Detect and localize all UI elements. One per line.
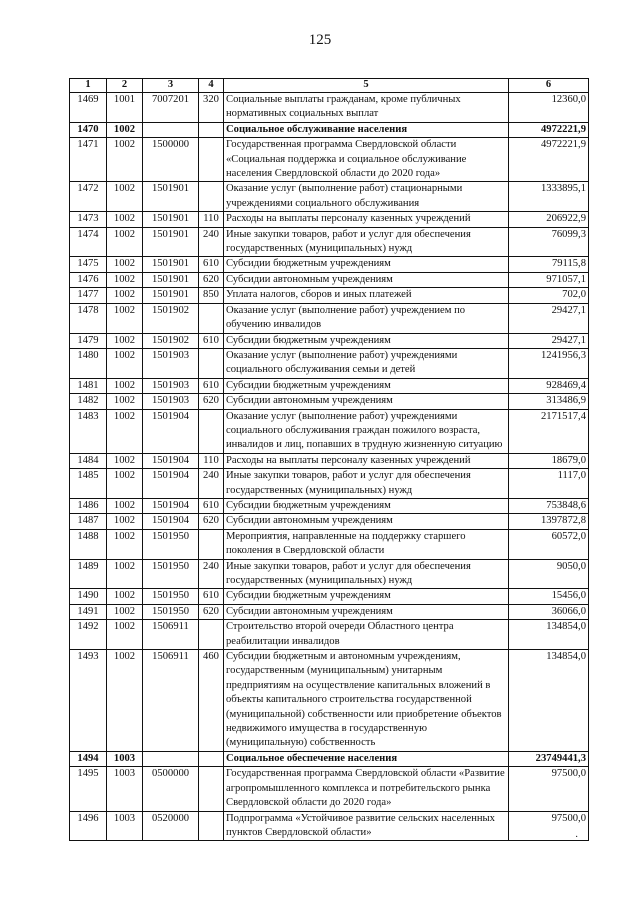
row-name: Оказание услуг (выполнение работ) учреждениями социального обслуживания семьи и детей xyxy=(224,348,509,378)
row-amount: 928469,4 xyxy=(509,378,589,393)
table-row xyxy=(70,333,589,348)
expense-type-code: 110 xyxy=(199,453,224,468)
column-header: 4 xyxy=(199,79,224,93)
row-amount: 60572,0 xyxy=(509,529,589,559)
row-amount: 313486,9 xyxy=(509,394,589,409)
section-code: 1002 xyxy=(107,333,143,348)
row-name: Уплата налогов, сборов и иных платежей xyxy=(224,288,509,303)
table-row xyxy=(70,409,589,453)
row-name: Подпрограмма «Устойчивое развитие сельских населенных пунктов Свердловской области» xyxy=(224,811,509,841)
target-article-code: 1501903 xyxy=(143,348,199,378)
table-body xyxy=(70,93,589,841)
row-amount: 12360,0 xyxy=(509,93,589,123)
expense-type-code: 610 xyxy=(199,378,224,393)
row-name: Субсидии автономным учреждениям xyxy=(224,604,509,619)
target-article-code: 1501904 xyxy=(143,409,199,453)
row-name: Оказание услуг (выполнение работ) учреждением по обучению инвалидов xyxy=(224,303,509,333)
target-article-code: 1506911 xyxy=(143,620,199,650)
expense-type-code: 610 xyxy=(199,333,224,348)
table-row xyxy=(70,811,589,841)
row-name: Государственная программа Свердловской области «Социальная поддержка и социальное обслуживание населения Свердловской области до 2020 года» xyxy=(224,138,509,182)
row-amount: 206922,9 xyxy=(509,212,589,227)
row-name: Субсидии бюджетным учреждениям xyxy=(224,378,509,393)
table-row xyxy=(70,514,589,529)
row-name: Иные закупки товаров, работ и услуг для обеспечения государственных (муниципальных) нужд xyxy=(224,469,509,499)
expense-type-code xyxy=(199,767,224,811)
table-row xyxy=(70,589,589,604)
row-name: Мероприятия, направленные на поддержку старшего поколения в Свердловской области xyxy=(224,529,509,559)
row-amount: 134854,0 xyxy=(509,650,589,752)
section-code: 1002 xyxy=(107,303,143,333)
row-amount: 971057,1 xyxy=(509,272,589,287)
row-amount: 9050,0 xyxy=(509,559,589,589)
row-name: Строительство второй очереди Областного центра реабилитации инвалидов xyxy=(224,620,509,650)
target-article-code: 1501904 xyxy=(143,498,199,513)
target-article-code: 1501950 xyxy=(143,529,199,559)
row-number: 1484 xyxy=(70,453,107,468)
row-number: 1469 xyxy=(70,93,107,123)
row-number: 1483 xyxy=(70,409,107,453)
section-code: 1002 xyxy=(107,182,143,212)
expense-type-code: 320 xyxy=(199,93,224,123)
section-code: 1002 xyxy=(107,212,143,227)
row-name: Субсидии автономным учреждениям xyxy=(224,514,509,529)
row-amount: 1241956,3 xyxy=(509,348,589,378)
row-number: 1495 xyxy=(70,767,107,811)
target-article-code: 0500000 xyxy=(143,767,199,811)
row-number: 1477 xyxy=(70,288,107,303)
budget-table xyxy=(69,78,589,841)
scan-mark: · xyxy=(575,832,579,843)
section-code: 1002 xyxy=(107,620,143,650)
section-code: 1003 xyxy=(107,751,143,766)
section-code: 1002 xyxy=(107,122,143,137)
target-article-code: 1506911 xyxy=(143,650,199,752)
target-article-code: 1501904 xyxy=(143,469,199,499)
row-name: Иные закупки товаров, работ и услуг для обеспечения государственных (муниципальных) нужд xyxy=(224,559,509,589)
section-code: 1002 xyxy=(107,394,143,409)
expense-type-code xyxy=(199,122,224,137)
row-number: 1494 xyxy=(70,751,107,766)
row-number: 1480 xyxy=(70,348,107,378)
row-number: 1485 xyxy=(70,469,107,499)
target-article-code: 1500000 xyxy=(143,138,199,182)
row-name: Субсидии автономным учреждениям xyxy=(224,272,509,287)
row-number: 1488 xyxy=(70,529,107,559)
row-amount: 4972221,9 xyxy=(509,122,589,137)
expense-type-code: 620 xyxy=(199,514,224,529)
expense-type-code xyxy=(199,348,224,378)
target-article-code: 7007201 xyxy=(143,93,199,123)
target-article-code: 1501904 xyxy=(143,453,199,468)
target-article-code: 1501901 xyxy=(143,257,199,272)
row-number: 1479 xyxy=(70,333,107,348)
row-amount: 18679,0 xyxy=(509,453,589,468)
table-row xyxy=(70,212,589,227)
table-row xyxy=(70,122,589,137)
section-code: 1002 xyxy=(107,498,143,513)
row-number: 1496 xyxy=(70,811,107,841)
row-name: Социальное обеспечение населения xyxy=(224,751,509,766)
target-article-code: 0520000 xyxy=(143,811,199,841)
table-row xyxy=(70,469,589,499)
table-row xyxy=(70,378,589,393)
row-name: Субсидии автономным учреждениям xyxy=(224,394,509,409)
column-header: 6 xyxy=(509,79,589,93)
row-amount: 76099,3 xyxy=(509,227,589,257)
row-name: Иные закупки товаров, работ и услуг для обеспечения государственных (муниципальных) нужд xyxy=(224,227,509,257)
expense-type-code: 240 xyxy=(199,559,224,589)
row-name: Расходы на выплаты персоналу казенных учреждений xyxy=(224,453,509,468)
expense-type-code xyxy=(199,529,224,559)
row-amount: 97500,0 xyxy=(509,811,589,841)
section-code: 1002 xyxy=(107,138,143,182)
column-header: 1 xyxy=(70,79,107,93)
expense-type-code xyxy=(199,811,224,841)
row-amount: 23749441,3 xyxy=(509,751,589,766)
section-code: 1002 xyxy=(107,650,143,752)
expense-type-code: 620 xyxy=(199,604,224,619)
row-name: Субсидии бюджетным учреждениям xyxy=(224,589,509,604)
section-code: 1002 xyxy=(107,378,143,393)
section-code: 1003 xyxy=(107,767,143,811)
section-code: 1002 xyxy=(107,288,143,303)
row-amount: 97500,0 xyxy=(509,767,589,811)
row-number: 1487 xyxy=(70,514,107,529)
table-row xyxy=(70,529,589,559)
section-code: 1002 xyxy=(107,348,143,378)
row-amount: 2171517,4 xyxy=(509,409,589,453)
expense-type-code xyxy=(199,138,224,182)
expense-type-code: 110 xyxy=(199,212,224,227)
target-article-code xyxy=(143,751,199,766)
section-code: 1002 xyxy=(107,559,143,589)
section-code: 1002 xyxy=(107,589,143,604)
table-row xyxy=(70,604,589,619)
table-row xyxy=(70,767,589,811)
table-row xyxy=(70,138,589,182)
row-name: Государственная программа Свердловской области «Развитие агропромышленного комплекса и потребительского рынка Свердловской области до 2020 года» xyxy=(224,767,509,811)
expense-type-code: 610 xyxy=(199,589,224,604)
expense-type-code: 620 xyxy=(199,272,224,287)
row-number: 1486 xyxy=(70,498,107,513)
row-number: 1489 xyxy=(70,559,107,589)
column-header: 2 xyxy=(107,79,143,93)
expense-type-code: 460 xyxy=(199,650,224,752)
row-amount: 1397872,8 xyxy=(509,514,589,529)
row-amount: 36066,0 xyxy=(509,604,589,619)
row-name: Социальные выплаты гражданам, кроме публичных нормативных социальных выплат xyxy=(224,93,509,123)
row-amount: 29427,1 xyxy=(509,303,589,333)
expense-type-code xyxy=(199,303,224,333)
row-amount: 134854,0 xyxy=(509,620,589,650)
row-number: 1491 xyxy=(70,604,107,619)
table-row xyxy=(70,620,589,650)
table-row xyxy=(70,93,589,123)
table-row xyxy=(70,498,589,513)
table-row xyxy=(70,288,589,303)
row-name: Социальное обслуживание населения xyxy=(224,122,509,137)
target-article-code: 1501903 xyxy=(143,394,199,409)
section-code: 1002 xyxy=(107,453,143,468)
table-row xyxy=(70,303,589,333)
table-row xyxy=(70,272,589,287)
row-amount: 753848,6 xyxy=(509,498,589,513)
target-article-code: 1501950 xyxy=(143,559,199,589)
target-article-code: 1501904 xyxy=(143,514,199,529)
row-number: 1475 xyxy=(70,257,107,272)
row-amount: 1333895,1 xyxy=(509,182,589,212)
target-article-code: 1501902 xyxy=(143,333,199,348)
row-number: 1476 xyxy=(70,272,107,287)
table-row xyxy=(70,650,589,752)
row-name: Субсидии бюджетным и автономным учреждениям, государственным (муниципальным) унитарным предприятиям на осуществление капитальных вложений в объекты капитального строительства государственной (муниципальной) собственности или приобретение объектов недвижимого имущества в государственную (муниципальную) собственность xyxy=(224,650,509,752)
expense-type-code: 610 xyxy=(199,257,224,272)
table-row xyxy=(70,257,589,272)
row-name: Расходы на выплаты персоналу казенных учреждений xyxy=(224,212,509,227)
section-code: 1002 xyxy=(107,409,143,453)
row-name: Субсидии бюджетным учреждениям xyxy=(224,498,509,513)
row-number: 1471 xyxy=(70,138,107,182)
section-code: 1002 xyxy=(107,514,143,529)
section-code: 1003 xyxy=(107,811,143,841)
target-article-code xyxy=(143,122,199,137)
section-code: 1001 xyxy=(107,93,143,123)
row-amount: 702,0 xyxy=(509,288,589,303)
table-row xyxy=(70,394,589,409)
expense-type-code: 240 xyxy=(199,227,224,257)
row-name: Субсидии бюджетным учреждениям xyxy=(224,257,509,272)
expense-type-code xyxy=(199,751,224,766)
expense-type-code: 610 xyxy=(199,498,224,513)
target-article-code: 1501902 xyxy=(143,303,199,333)
page-number: 125 xyxy=(308,32,332,48)
row-number: 1481 xyxy=(70,378,107,393)
row-number: 1493 xyxy=(70,650,107,752)
expense-type-code: 850 xyxy=(199,288,224,303)
target-article-code: 1501901 xyxy=(143,272,199,287)
expense-type-code xyxy=(199,620,224,650)
section-code: 1002 xyxy=(107,257,143,272)
expense-type-code xyxy=(199,409,224,453)
row-name: Субсидии бюджетным учреждениям xyxy=(224,333,509,348)
target-article-code: 1501901 xyxy=(143,212,199,227)
row-number: 1482 xyxy=(70,394,107,409)
table-row xyxy=(70,751,589,766)
row-number: 1472 xyxy=(70,182,107,212)
section-code: 1002 xyxy=(107,227,143,257)
table-row xyxy=(70,182,589,212)
column-header: 5 xyxy=(224,79,509,93)
target-article-code: 1501950 xyxy=(143,604,199,619)
row-number: 1474 xyxy=(70,227,107,257)
row-number: 1473 xyxy=(70,212,107,227)
row-amount: 79115,8 xyxy=(509,257,589,272)
table-row xyxy=(70,453,589,468)
expense-type-code: 240 xyxy=(199,469,224,499)
table-row xyxy=(70,559,589,589)
expense-type-code: 620 xyxy=(199,394,224,409)
row-number: 1490 xyxy=(70,589,107,604)
target-article-code: 1501901 xyxy=(143,182,199,212)
row-name: Оказание услуг (выполнение работ) стационарными учреждениями социального обслуживания xyxy=(224,182,509,212)
row-amount: 4972221,9 xyxy=(509,138,589,182)
row-number: 1492 xyxy=(70,620,107,650)
target-article-code: 1501901 xyxy=(143,227,199,257)
row-number: 1470 xyxy=(70,122,107,137)
table-header-row xyxy=(70,79,589,93)
section-code: 1002 xyxy=(107,604,143,619)
row-amount: 29427,1 xyxy=(509,333,589,348)
table-row xyxy=(70,227,589,257)
section-code: 1002 xyxy=(107,272,143,287)
target-article-code: 1501901 xyxy=(143,288,199,303)
target-article-code: 1501950 xyxy=(143,589,199,604)
row-number: 1478 xyxy=(70,303,107,333)
expense-type-code xyxy=(199,182,224,212)
column-header: 3 xyxy=(143,79,199,93)
section-code: 1002 xyxy=(107,529,143,559)
section-code: 1002 xyxy=(107,469,143,499)
row-name: Оказание услуг (выполнение работ) учреждениями социального обслуживания граждан пожилого возраста, инвалидов и лиц, попавших в трудную жизненную ситуацию xyxy=(224,409,509,453)
row-amount: 1117,0 xyxy=(509,469,589,499)
target-article-code: 1501903 xyxy=(143,378,199,393)
row-amount: 15456,0 xyxy=(509,589,589,604)
table-row xyxy=(70,348,589,378)
